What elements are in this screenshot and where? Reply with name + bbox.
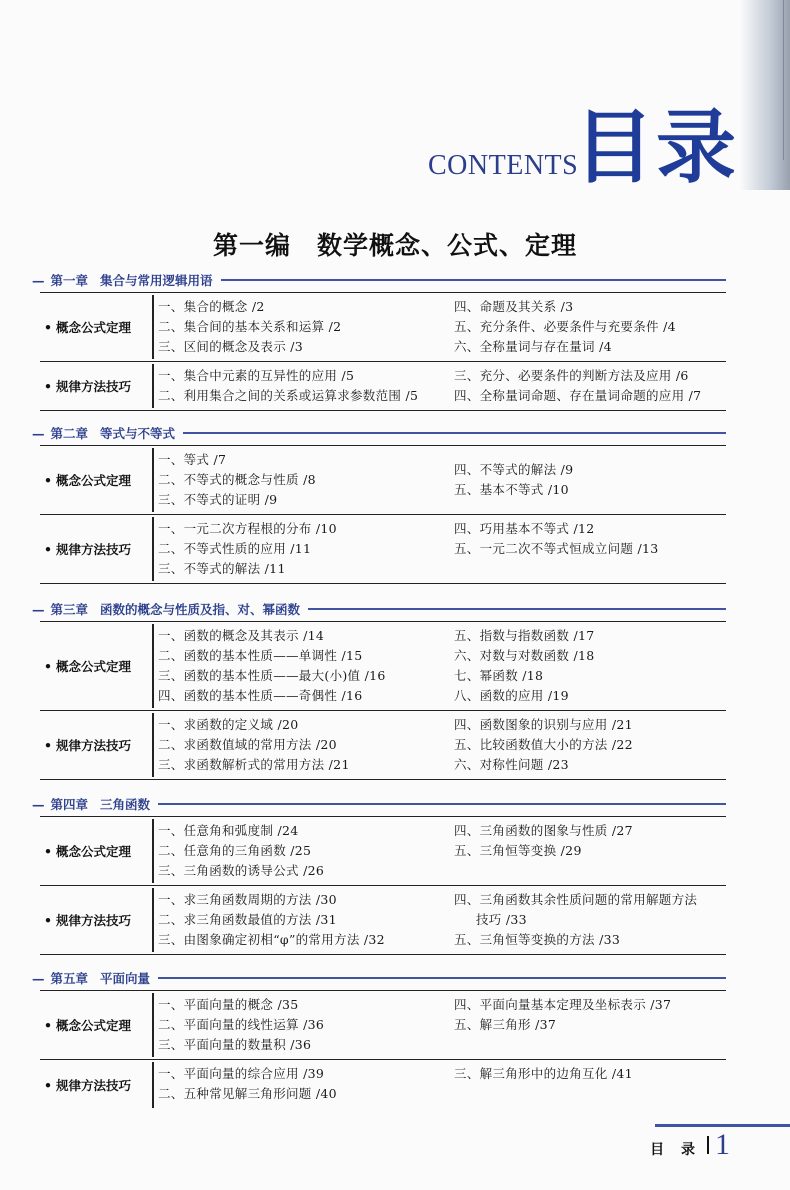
toc-entry[interactable]: 一、求函数的定义域 /20 xyxy=(158,717,299,732)
section-divider xyxy=(152,888,154,952)
toc-entry[interactable]: 一、函数的概念及其表示 /14 xyxy=(158,628,325,643)
chapter-name: 函数的概念与性质及指、对、幂函数 xyxy=(100,602,301,617)
toc-entry[interactable]: 六、对称性问题 /23 xyxy=(454,757,569,772)
toc-entry[interactable]: 三、求函数解析式的常用方法 /21 xyxy=(158,757,350,772)
section-concepts xyxy=(40,990,726,1060)
toc-entry[interactable]: 六、全称量词与存在量词 /4 xyxy=(454,339,612,354)
toc-entry[interactable]: 三、充分、必要条件的判断方法及应用 /6 xyxy=(454,368,689,383)
section-concepts xyxy=(40,816,726,886)
contents-header xyxy=(0,0,790,200)
toc-entry[interactable]: 二、求三角函数最值的方法 /31 xyxy=(158,912,337,927)
section-label: • 规律方法技巧 xyxy=(44,541,132,557)
chapter-number: 第一章 xyxy=(50,273,89,288)
chapter-name: 平面向量 xyxy=(100,971,151,986)
section-concepts xyxy=(40,292,726,362)
toc-entry[interactable]: 四、平面向量基本定理及坐标表示 /37 xyxy=(454,997,672,1012)
toc-entry[interactable]: 三、函数的基本性质——最大(小)值 /16 xyxy=(158,668,386,683)
toc-entry[interactable]: 二、集合间的基本关系和运算 /2 xyxy=(158,319,342,334)
toc-entry[interactable]: 三、解三角形中的边角互化 /41 xyxy=(454,1066,633,1081)
page-footer xyxy=(650,1128,730,1162)
section-label: • 规律方法技巧 xyxy=(44,378,132,394)
footer-label: 目 录 xyxy=(650,1142,701,1158)
toc-entry[interactable]: 三、三角函数的诱导公式 /26 xyxy=(158,863,325,878)
toc-entry[interactable]: 三、由图象确定初相“φ”的常用方法 /32 xyxy=(158,932,385,947)
toc-entry[interactable]: 二、不等式的概念与性质 /8 xyxy=(158,472,316,487)
toc-entry[interactable]: 五、指数与指数函数 /17 xyxy=(454,628,595,643)
contents-title-zh: 目录 xyxy=(574,101,738,194)
section-concepts xyxy=(40,621,726,711)
chapter-header xyxy=(0,268,790,292)
footer-separator xyxy=(707,1136,709,1154)
toc-entry[interactable]: 二、不等式性质的应用 /11 xyxy=(158,541,312,556)
chapter-number: 第五章 xyxy=(50,971,89,986)
part-title xyxy=(0,226,790,262)
chapter-title[interactable]: — 第五章 平面向量 xyxy=(32,969,158,987)
section-label: • 规律方法技巧 xyxy=(44,737,132,753)
chapter-title[interactable]: — 第三章 函数的概念与性质及指、对、幂函数 xyxy=(32,600,308,618)
section-methods xyxy=(40,886,726,955)
section-divider xyxy=(152,364,154,408)
toc-entry[interactable]: 一、任意角和弧度制 /24 xyxy=(158,823,299,838)
chapter-3 xyxy=(0,597,790,780)
toc-entry[interactable]: 五、三角恒等变换的方法 /33 xyxy=(454,932,621,947)
chapter-1 xyxy=(0,268,790,411)
part-name: 数学概念、公式、定理 xyxy=(317,231,578,260)
chapter-number: 第三章 xyxy=(50,602,89,617)
section-label: • 概念公式定理 xyxy=(44,319,132,335)
part-number: 第一编 xyxy=(212,231,291,260)
section-methods xyxy=(40,362,726,411)
toc-entry[interactable]: 一、平面向量的概念 /35 xyxy=(158,997,299,1012)
section-concepts xyxy=(40,445,726,515)
toc-entry[interactable]: 三、不等式的证明 /9 xyxy=(158,492,278,507)
chapter-header xyxy=(0,421,790,445)
section-methods xyxy=(40,1060,726,1110)
toc-entry[interactable]: 四、三角函数的图象与性质 /27 xyxy=(454,823,633,838)
toc-entry[interactable]: 一、等式 /7 xyxy=(158,452,227,467)
toc-entry[interactable]: 五、充分条件、必要条件与充要条件 /4 xyxy=(454,319,676,334)
toc-entry[interactable]: 四、命题及其关系 /3 xyxy=(454,299,574,314)
chapter-name: 三角函数 xyxy=(100,797,151,812)
toc-entry[interactable]: 七、幂函数 /18 xyxy=(454,668,544,683)
toc-entry[interactable]: 六、对数与对数函数 /18 xyxy=(454,648,595,663)
section-label: • 概念公式定理 xyxy=(44,472,132,488)
contents-title-en: CONTENTS xyxy=(428,150,579,181)
chapter-title[interactable]: — 第一章 集合与常用逻辑用语 xyxy=(32,271,221,289)
section-divider xyxy=(152,448,154,512)
chapter-number: 第四章 xyxy=(50,797,89,812)
section-label: • 概念公式定理 xyxy=(44,843,132,859)
chapter-name: 等式与不等式 xyxy=(100,426,176,441)
toc-entry[interactable]: 四、全称量词命题、存在量词命题的应用 /7 xyxy=(454,388,702,403)
section-divider xyxy=(152,295,154,359)
chapter-header xyxy=(0,792,790,816)
toc-entry[interactable]: 四、函数的基本性质——奇偶性 /16 xyxy=(158,688,363,703)
section-divider xyxy=(152,993,154,1057)
section-methods xyxy=(40,515,726,584)
toc-entry[interactable]: 一、平面向量的综合应用 /39 xyxy=(158,1066,325,1081)
chapter-title[interactable]: — 第二章 等式与不等式 xyxy=(32,424,183,442)
footer-rule xyxy=(655,1124,790,1127)
toc-entry[interactable]: 八、函数的应用 /19 xyxy=(454,688,569,703)
section-divider xyxy=(152,1062,154,1108)
section-divider xyxy=(152,517,154,581)
page-number: 1 xyxy=(715,1128,730,1161)
toc-entry[interactable]: 技巧 /33 xyxy=(476,912,527,927)
toc-entry[interactable]: 三、不等式的解法 /11 xyxy=(158,561,286,576)
toc-entry[interactable]: 五、三角恒等变换 /29 xyxy=(454,843,582,858)
toc-entry[interactable]: 五、比较函数值大小的方法 /22 xyxy=(454,737,633,752)
section-label: • 规律方法技巧 xyxy=(44,1077,132,1093)
toc-entry[interactable]: 三、区间的概念及表示 /3 xyxy=(158,339,304,354)
toc-entry[interactable]: 五、一元二次不等式恒成立问题 /13 xyxy=(454,541,659,556)
chapter-4 xyxy=(0,792,790,955)
toc-entry[interactable]: 二、平面向量的线性运算 /36 xyxy=(158,1017,325,1032)
toc-entry[interactable]: 一、集合的概念 /2 xyxy=(158,299,265,314)
section-divider xyxy=(152,624,154,708)
chapter-header xyxy=(0,597,790,621)
toc-entry[interactable]: 四、巧用基本不等式 /12 xyxy=(454,521,595,536)
toc-entry[interactable]: 二、利用集合之间的关系或运算求参数范围 /5 xyxy=(158,388,419,403)
chapter-2 xyxy=(0,421,790,584)
toc-entry[interactable]: 四、不等式的解法 /9 xyxy=(454,462,574,477)
section-divider xyxy=(152,713,154,777)
toc-entry[interactable]: 五、解三角形 /37 xyxy=(454,1017,557,1032)
toc-entry[interactable]: 五、基本不等式 /10 xyxy=(454,482,569,497)
toc-entry[interactable]: 四、三角函数其余性质问题的常用解题方法 xyxy=(454,892,698,907)
section-label: • 概念公式定理 xyxy=(44,658,132,674)
toc-entry[interactable]: 三、平面向量的数量积 /36 xyxy=(158,1037,312,1052)
toc-entry[interactable]: 一、集合中元素的互异性的应用 /5 xyxy=(158,368,355,383)
toc-entry[interactable]: 二、任意角的三角函数 /25 xyxy=(158,843,312,858)
chapter-name: 集合与常用逻辑用语 xyxy=(100,273,213,288)
section-label: • 概念公式定理 xyxy=(44,1017,132,1033)
toc-entry[interactable]: 一、一元二次方程根的分布 /10 xyxy=(158,521,337,536)
chapter-header xyxy=(0,966,790,990)
chapter-5 xyxy=(0,966,790,1110)
toc-entry[interactable]: 二、函数的基本性质——单调性 /15 xyxy=(158,648,363,663)
chapter-title[interactable]: — 第四章 三角函数 xyxy=(32,795,158,813)
toc-entry[interactable]: 四、函数图象的识别与应用 /21 xyxy=(454,717,633,732)
section-label: • 规律方法技巧 xyxy=(44,912,132,928)
section-methods xyxy=(40,711,726,780)
chapter-number: 第二章 xyxy=(50,426,89,441)
toc-entry[interactable]: 二、求函数值域的常用方法 /20 xyxy=(158,737,337,752)
toc-entry[interactable]: 二、五种常见解三角形问题 /40 xyxy=(158,1086,337,1101)
section-divider xyxy=(152,819,154,883)
toc-entry[interactable]: 一、求三角函数周期的方法 /30 xyxy=(158,892,337,907)
